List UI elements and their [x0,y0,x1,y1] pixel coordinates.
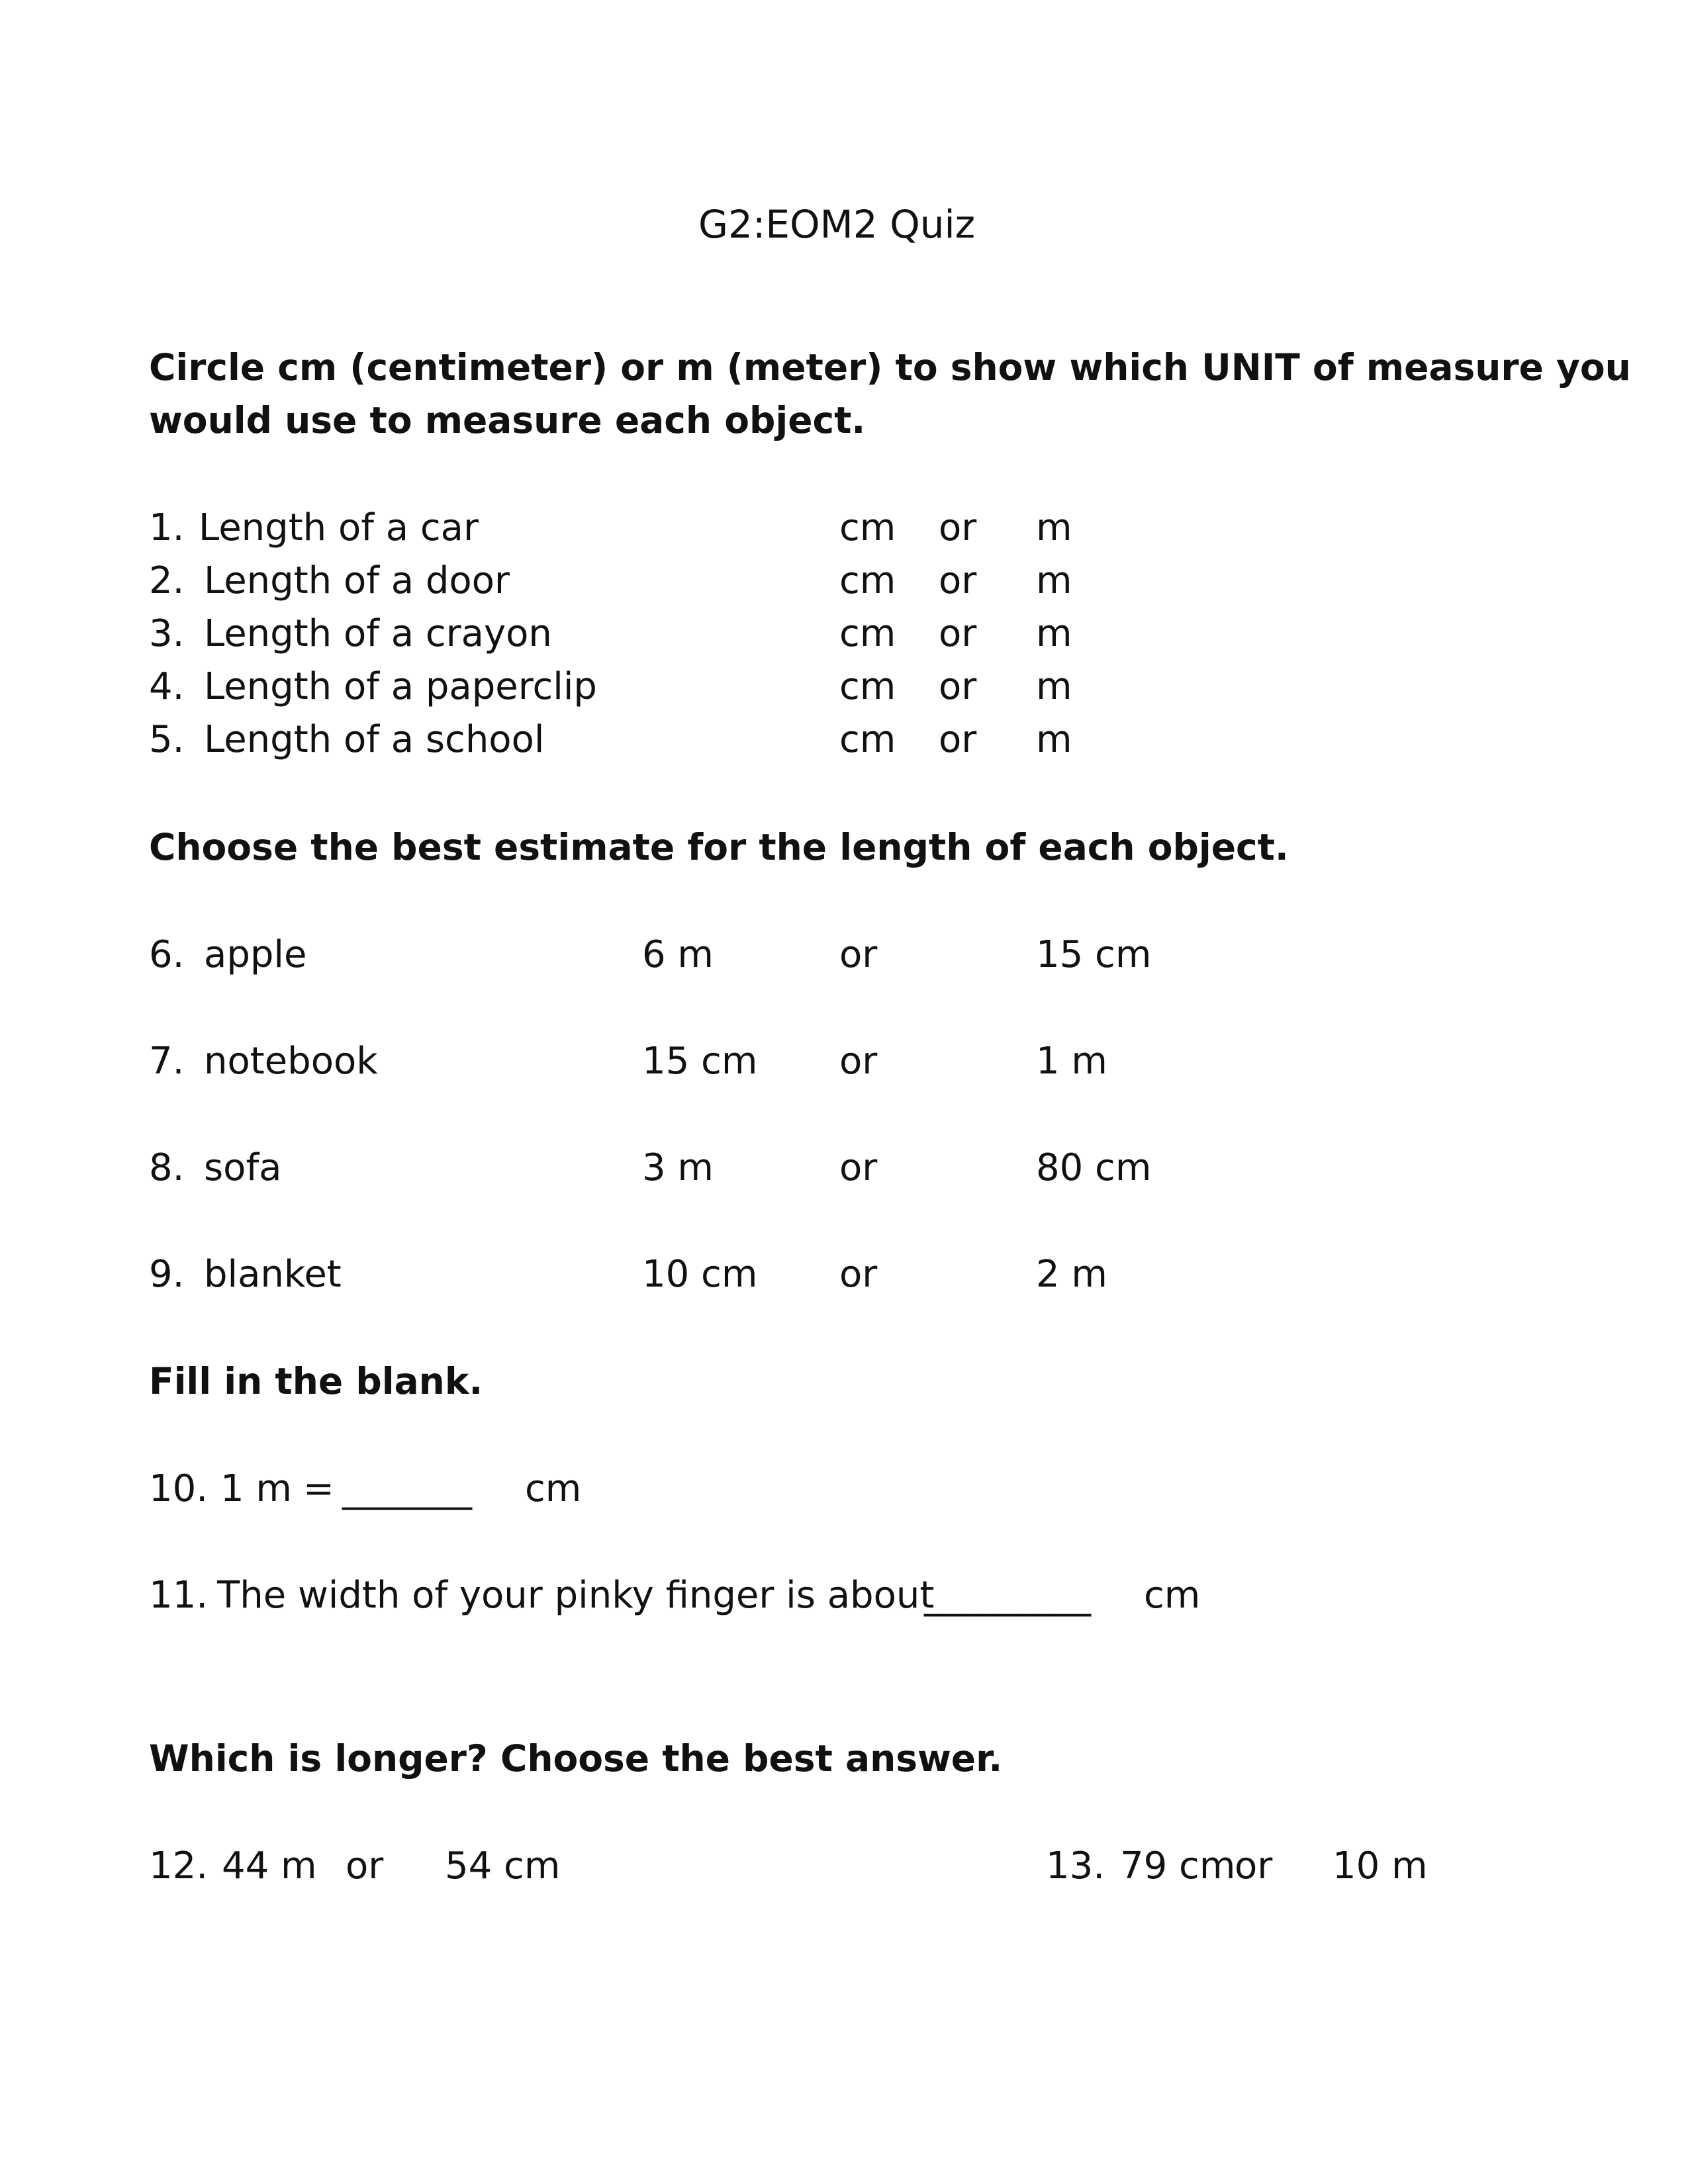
q9-text: blanket [204,1253,342,1296]
q2-option-m[interactable]: m [1036,559,1072,602]
q2-option-cm[interactable]: cm [839,559,896,602]
q4-option-m[interactable]: m [1036,665,1072,708]
q5-option-m[interactable]: m [1036,718,1072,761]
q10-equals: = [303,1467,334,1510]
q4-or: or [939,665,977,708]
q11-number: 11. [149,1574,209,1617]
q8-or: or [839,1146,878,1189]
q6-option-2[interactable]: 15 cm [1036,933,1152,976]
section1-instructions-line2: would use to measure each object. [149,399,866,441]
q9-number: 9. [149,1253,185,1296]
q1-text: Length of a car [199,506,479,549]
q11-text: The width of your pinky finger is about [217,1574,935,1617]
q7-text: notebook [204,1040,378,1083]
q1-number: 1. [149,506,185,549]
q5-or: or [939,718,977,761]
section3-instructions: Fill in the blank. [149,1360,483,1402]
q13-option-2[interactable]: 10 m [1333,1844,1428,1888]
q1-or: or [939,506,977,549]
q3-text: Length of a crayon [204,612,552,655]
q10-number: 10. [149,1467,209,1510]
q9-or: or [839,1253,878,1296]
page-title: G2:EOM2 Quiz [698,202,976,247]
q11-answer-blank[interactable]: _________ [924,1574,1091,1617]
q7-option-2[interactable]: 1 m [1036,1040,1107,1083]
q7-number: 7. [149,1040,185,1083]
q3-or: or [939,612,977,655]
section2-instructions: Choose the best estimate for the length of each object. [149,826,1289,868]
q2-number: 2. [149,559,185,602]
q3-number: 3. [149,612,185,655]
q4-option-cm[interactable]: cm [839,665,896,708]
q12-option-2[interactable]: 54 cm [445,1844,561,1888]
q10-answer-blank[interactable]: _______ [342,1467,472,1510]
q5-text: Length of a school [204,718,545,761]
q6-or: or [839,933,878,976]
q3-option-m[interactable]: m [1036,612,1072,655]
q13-or: or [1235,1844,1273,1888]
q11-unit: cm [1144,1574,1201,1617]
q10-lhs: 1 m [220,1467,292,1510]
q7-or: or [839,1040,878,1083]
q1-option-m[interactable]: m [1036,506,1072,549]
q12-option-1[interactable]: 44 m [222,1844,317,1888]
q5-number: 5. [149,718,185,761]
q9-option-1[interactable]: 10 cm [642,1253,758,1296]
q8-option-2[interactable]: 80 cm [1036,1146,1152,1189]
q4-text: Length of a paperclip [204,665,597,708]
q2-text: Length of a door [204,559,510,602]
section4-instructions: Which is longer? Choose the best answer. [149,1737,1003,1780]
q4-number: 4. [149,665,185,708]
q9-option-2[interactable]: 2 m [1036,1253,1107,1296]
q12-or: or [346,1844,384,1888]
q12-number: 12. [149,1844,209,1888]
q8-number: 8. [149,1146,185,1189]
q8-option-1[interactable]: 3 m [642,1146,714,1189]
q2-or: or [939,559,977,602]
q6-number: 6. [149,933,185,976]
q13-option-1[interactable]: 79 cm [1120,1844,1236,1888]
q13-number: 13. [1046,1844,1105,1888]
q6-text: apple [204,933,307,976]
q7-option-1[interactable]: 15 cm [642,1040,758,1083]
q8-text: sofa [204,1146,282,1189]
section1-instructions-line1: Circle cm (centimeter) or m (meter) to show which UNIT of measure you [149,346,1631,388]
q1-option-cm[interactable]: cm [839,506,896,549]
q6-option-1[interactable]: 6 m [642,933,714,976]
q3-option-cm[interactable]: cm [839,612,896,655]
q10-unit: cm [525,1467,582,1510]
q5-option-cm[interactable]: cm [839,718,896,761]
